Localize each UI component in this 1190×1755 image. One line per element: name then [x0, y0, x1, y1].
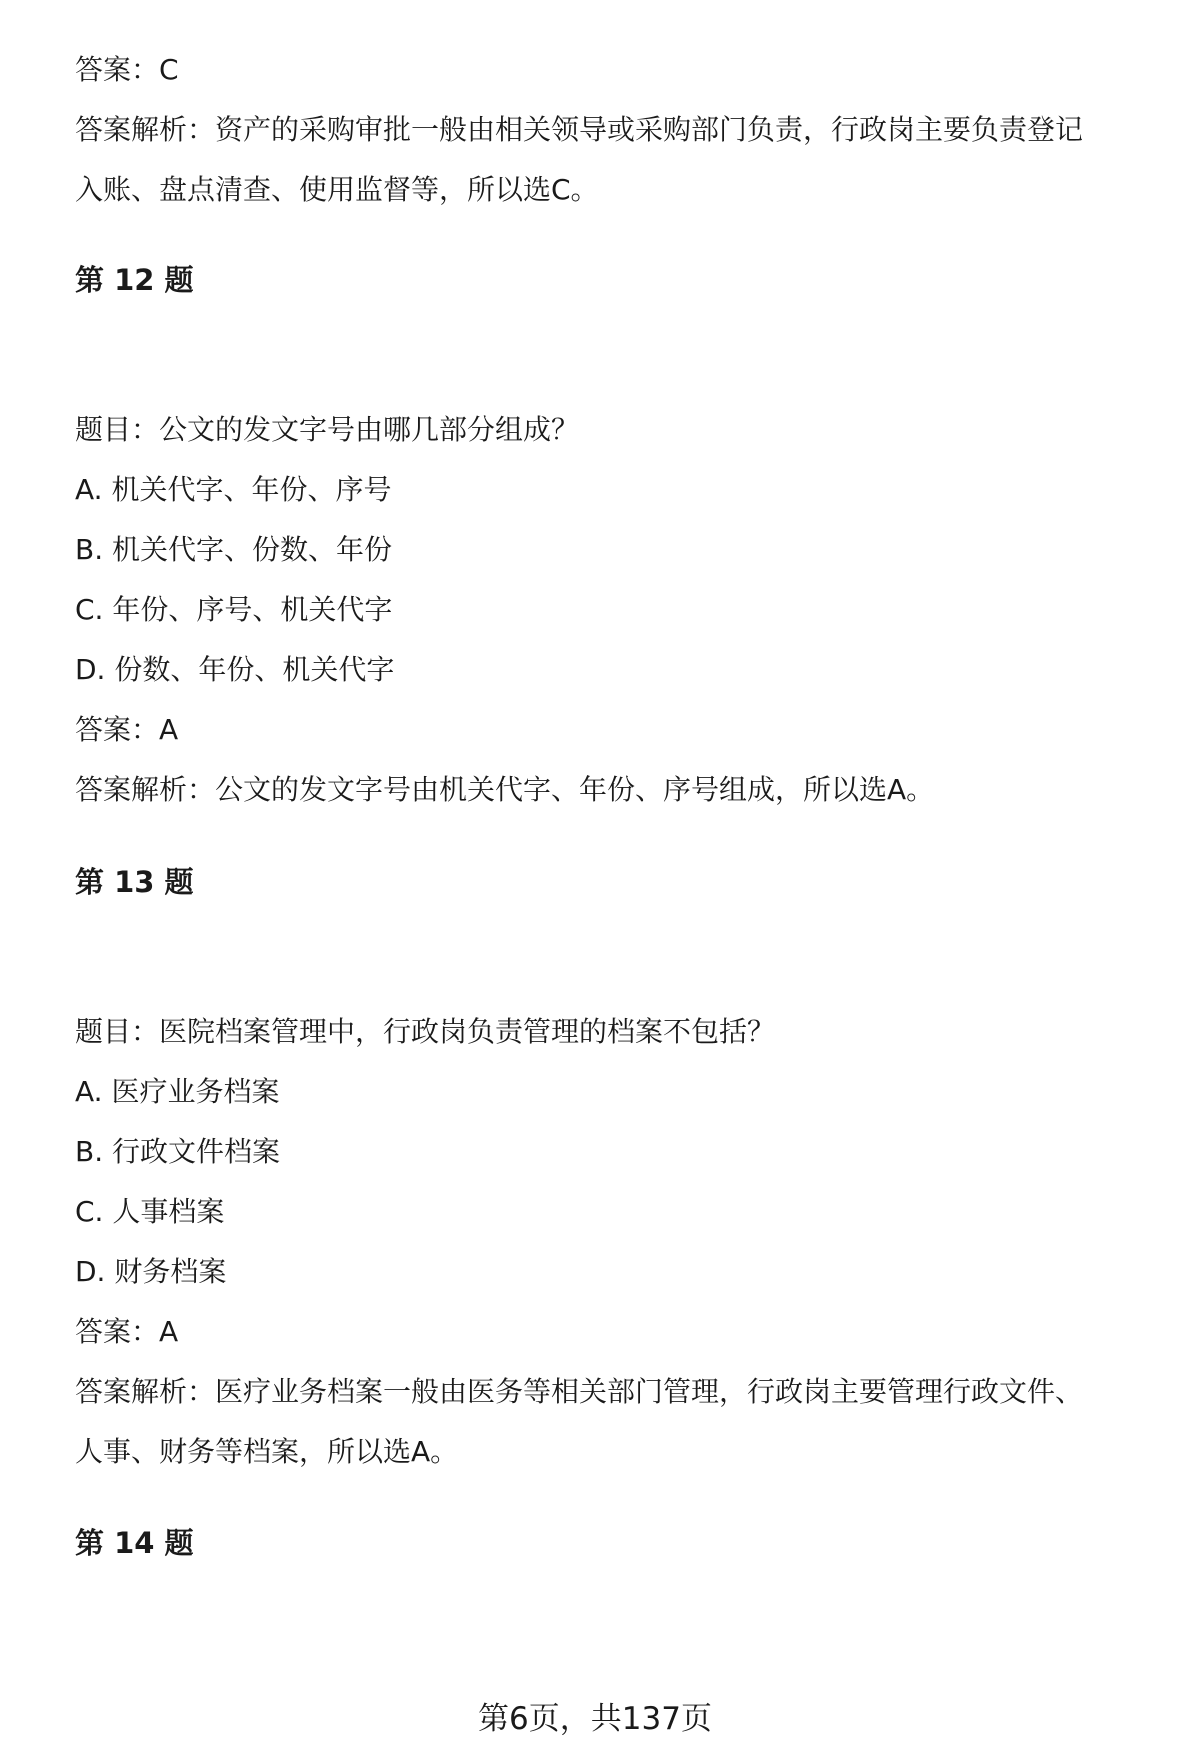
- explanation-line: 答案解析：公文的发文字号由机关代字、年份、序号组成，所以选A。: [75, 773, 935, 806]
- option-d: D. 财务档案: [75, 1255, 227, 1288]
- page-number: 第6页，共137页: [478, 1701, 712, 1737]
- question-heading: 第 12 题: [75, 263, 194, 297]
- explanation-line: 答案解析：医疗业务档案一般由医务等相关部门管理，行政岗主要管理行政文件、: [75, 1375, 1084, 1408]
- option-a: A. 机关代字、年份、序号: [75, 473, 392, 506]
- option-b: B. 行政文件档案: [75, 1135, 281, 1168]
- option-c: C. 人事档案: [75, 1195, 225, 1228]
- question-heading: 第 13 题: [75, 865, 194, 899]
- option-b: B. 机关代字、份数、年份: [75, 533, 393, 566]
- answer-line: 答案：A: [75, 713, 179, 746]
- option-d: D. 份数、年份、机关代字: [75, 653, 395, 686]
- question-heading: 第 14 题: [75, 1526, 194, 1560]
- option-a: A. 医疗业务档案: [75, 1075, 280, 1108]
- explanation-line: 入账、盘点清查、使用监督等，所以选C。: [75, 173, 599, 206]
- question-text: 题目：公文的发文字号由哪几部分组成？: [75, 413, 580, 446]
- explanation-line: 答案解析：资产的采购审批一般由相关领导或采购部门负责，行政岗主要负责登记: [75, 113, 1084, 146]
- question-text: 题目：医院档案管理中，行政岗负责管理的档案不包括？: [75, 1015, 776, 1048]
- explanation-line: 人事、财务等档案，所以选A。: [75, 1435, 459, 1468]
- answer-line: 答案：C: [75, 53, 179, 86]
- answer-line: 答案：A: [75, 1315, 179, 1348]
- option-c: C. 年份、序号、机关代字: [75, 593, 393, 626]
